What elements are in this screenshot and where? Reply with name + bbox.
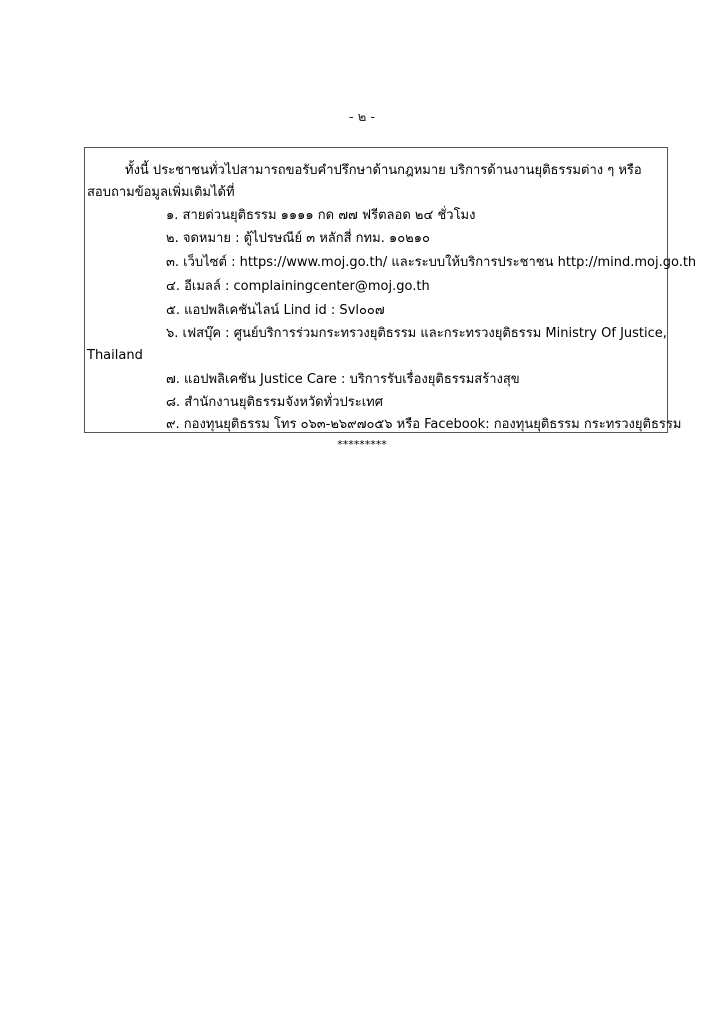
contact-item-email: ๔. อีเมลล์ : complainingcenter@moj.go.th xyxy=(166,279,430,294)
intro-line-2: สอบถามข้อมูลเพิ่มเติมได้ที่ xyxy=(87,185,235,200)
contact-item-provincial-offices: ๘. สำนักงานยุติธรรมจังหวัดทั่วประเทศ xyxy=(166,395,383,410)
contact-item-justice-fund: ๙. กองทุนยุติธรรม โทร ๐๖๓-๒๖๙๗๐๕๖ หรือ Facebook: กองทุนยุติธรรม กระทรวงยุติธรรม xyxy=(166,417,682,432)
contact-item-mail: ๒. จดหมาย : ตู้ไปรษณีย์ ๓ หลักสี่ กทม. ๑๐๒๑๐ xyxy=(166,231,430,246)
contact-item-hotline: ๑. สายด่วนยุติธรรม ๑๑๑๑ กด ๗๗ ฟรีตลอด ๒๔ ชั่วโมง xyxy=(166,208,476,223)
contact-info-box xyxy=(84,147,697,433)
end-marker: ********* xyxy=(337,438,387,451)
intro-line-1: ทั้งนี้ ประชาชนทั่วไปสามารถขอรับคำปรึกษาด้านกฎหมาย บริการด้านงานยุติธรรมต่าง ๆ หรือ xyxy=(125,163,642,178)
contact-item-website: ๓. เว็บไซต์ : https://www.moj.go.th/ และระบบให้บริการประชาชน http://mind.moj.go.th xyxy=(166,255,697,270)
contact-item-facebook: ๖. เฟสบุ๊ค : ศูนย์บริการร่วมกระทรวงยุติธรรม และกระทรวงยุติธรรม Ministry Of Justice, xyxy=(166,326,667,341)
page-number: - ๒ - xyxy=(348,110,376,125)
contact-item-justice-care-app: ๗. แอปพลิเคชัน Justice Care : บริการรับเรื่องยุติธรรมสร้างสุข xyxy=(166,372,520,387)
contact-item-line: ๕. แอปพลิเคชันไลน์ Lind id : Svl๐๐๗ xyxy=(166,303,385,318)
contact-item-facebook-continuation: Thailand xyxy=(87,348,143,363)
